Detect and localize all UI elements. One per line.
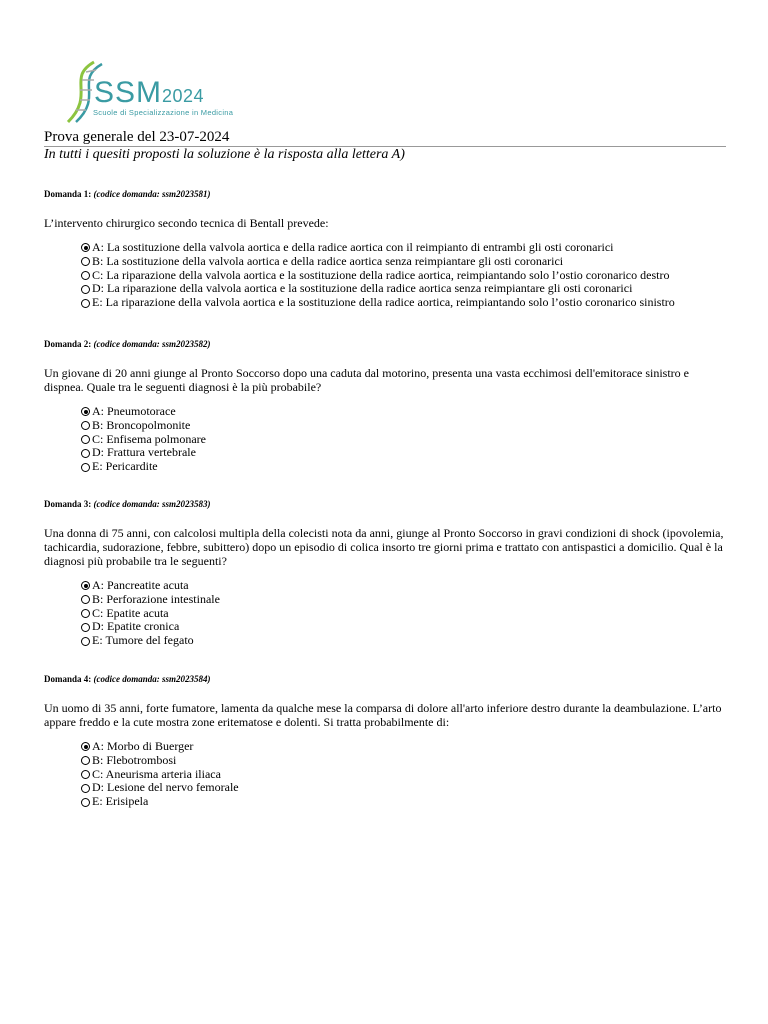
option-a[interactable]: A: La sostituzione della valvola aortica e della radice aortica con il reimpianto di entrambi gli osti coronarici — [81, 241, 724, 255]
radio-icon[interactable] — [81, 463, 90, 472]
radio-selected-icon[interactable] — [81, 581, 90, 590]
question-1 — [44, 189, 724, 310]
radio-icon[interactable] — [81, 623, 90, 632]
option-b[interactable]: B: Flebotrombosi — [81, 754, 724, 768]
option-e[interactable]: E: Tumore del fegato — [81, 634, 724, 648]
radio-icon[interactable] — [81, 756, 90, 765]
question-text: Un uomo di 35 anni, forte fumatore, lamenta da qualche mese la comparsa di dolore all'arto inferiore destro durante la deambulazione. L’arto appare freddo e la cute mostra zone eritematose e dolenti. Si tratta probabilmente di: — [44, 701, 722, 729]
radio-icon[interactable] — [81, 784, 90, 793]
option-c[interactable]: C: Epatite acuta — [81, 607, 724, 621]
radio-selected-icon[interactable] — [81, 407, 90, 416]
logo-wordmark: SSM2024 — [94, 76, 205, 109]
option-list — [81, 241, 724, 310]
option-c[interactable]: C: La riparazione della valvola aortica e la sostituzione della radice aortica, reimpiantando solo l’ostio coronarico destro — [81, 269, 724, 283]
logo-subtitle: Scuole di Specializzazione in Medicina — [93, 108, 234, 117]
option-b[interactable]: B: Perforazione intestinale — [81, 593, 724, 607]
option-e[interactable]: E: La riparazione della valvola aortica e la sostituzione della radice aortica, reimpiantando solo l’ostio coronarico sinistro — [81, 296, 724, 310]
radio-icon[interactable] — [81, 257, 90, 266]
option-e[interactable]: E: Pericardite — [81, 460, 724, 474]
question-text: Una donna di 75 anni, con calcolosi multipla della colecisti nota da anni, giunge al Pronto Soccorso in gravi condizioni di shock (ipovolemia, tachicardia, sudorazione, febbre, subittero) dopo un episodio di colica insorto tre giorni prima e trattato con antispastici a domicilio. Qual è la diagnosi più probabile tra le seguenti? — [44, 526, 724, 568]
question-header: Domanda 3: (codice domanda: ssm2023583) — [44, 499, 211, 509]
question-header: Domanda 2: (codice domanda: ssm2023582) — [44, 339, 211, 349]
option-a[interactable]: A: Morbo di Buerger — [81, 740, 724, 754]
radio-icon[interactable] — [81, 449, 90, 458]
question-text: L’intervento chirurgico secondo tecnica di Bentall prevede: — [44, 216, 329, 230]
question-header: Domanda 4: (codice domanda: ssm2023584) — [44, 674, 211, 684]
radio-icon[interactable] — [81, 595, 90, 604]
option-c[interactable]: C: Aneurisma arteria iliaca — [81, 768, 724, 782]
option-list — [81, 740, 724, 809]
radio-icon[interactable] — [81, 285, 90, 294]
radio-icon[interactable] — [81, 609, 90, 618]
option-e[interactable]: E: Erisipela — [81, 795, 724, 809]
radio-icon[interactable] — [81, 637, 90, 646]
radio-selected-icon[interactable] — [81, 742, 90, 751]
question-header: Domanda 1: (codice domanda: ssm2023581) — [44, 189, 211, 199]
option-d[interactable]: D: Lesione del nervo femorale — [81, 781, 724, 795]
radio-icon[interactable] — [81, 271, 90, 280]
radio-icon[interactable] — [81, 299, 90, 308]
question-3 — [44, 499, 724, 648]
radio-icon[interactable] — [81, 798, 90, 807]
radio-icon[interactable] — [81, 421, 90, 430]
radio-selected-icon[interactable] — [81, 243, 90, 252]
option-b[interactable]: B: Broncopolmonite — [81, 419, 724, 433]
question-text: Un giovane di 20 anni giunge al Pronto Soccorso dopo una caduta dal motorino, presenta una vasta ecchimosi dell'emitorace sinistro e dispnea. Quale tra le seguenti diagnosi è la più probabile? — [44, 366, 689, 394]
option-list — [81, 405, 724, 474]
option-d[interactable]: D: La riparazione della valvola aortica e la sostituzione della radice aortica senza reimpiantare gli osti coronarici — [81, 282, 724, 296]
option-d[interactable]: D: Epatite cronica — [81, 620, 724, 634]
radio-icon[interactable] — [81, 435, 90, 444]
option-d[interactable]: D: Frattura vertebrale — [81, 446, 724, 460]
page-title: Prova generale del 23-07-2024 — [44, 129, 230, 145]
page-subtitle: In tutti i quesiti proposti la soluzione è la risposta alla lettera A) — [44, 147, 405, 162]
radio-icon[interactable] — [81, 770, 90, 779]
option-a[interactable]: A: Pneumotorace — [81, 405, 724, 419]
option-list — [81, 579, 724, 648]
option-c[interactable]: C: Enfisema polmonare — [81, 433, 724, 447]
question-4 — [44, 674, 724, 809]
option-b[interactable]: B: La sostituzione della valvola aortica e della radice aortica senza reimpiantare gli osti coronarici — [81, 255, 724, 269]
option-a[interactable]: A: Pancreatite acuta — [81, 579, 724, 593]
question-2 — [44, 339, 724, 474]
